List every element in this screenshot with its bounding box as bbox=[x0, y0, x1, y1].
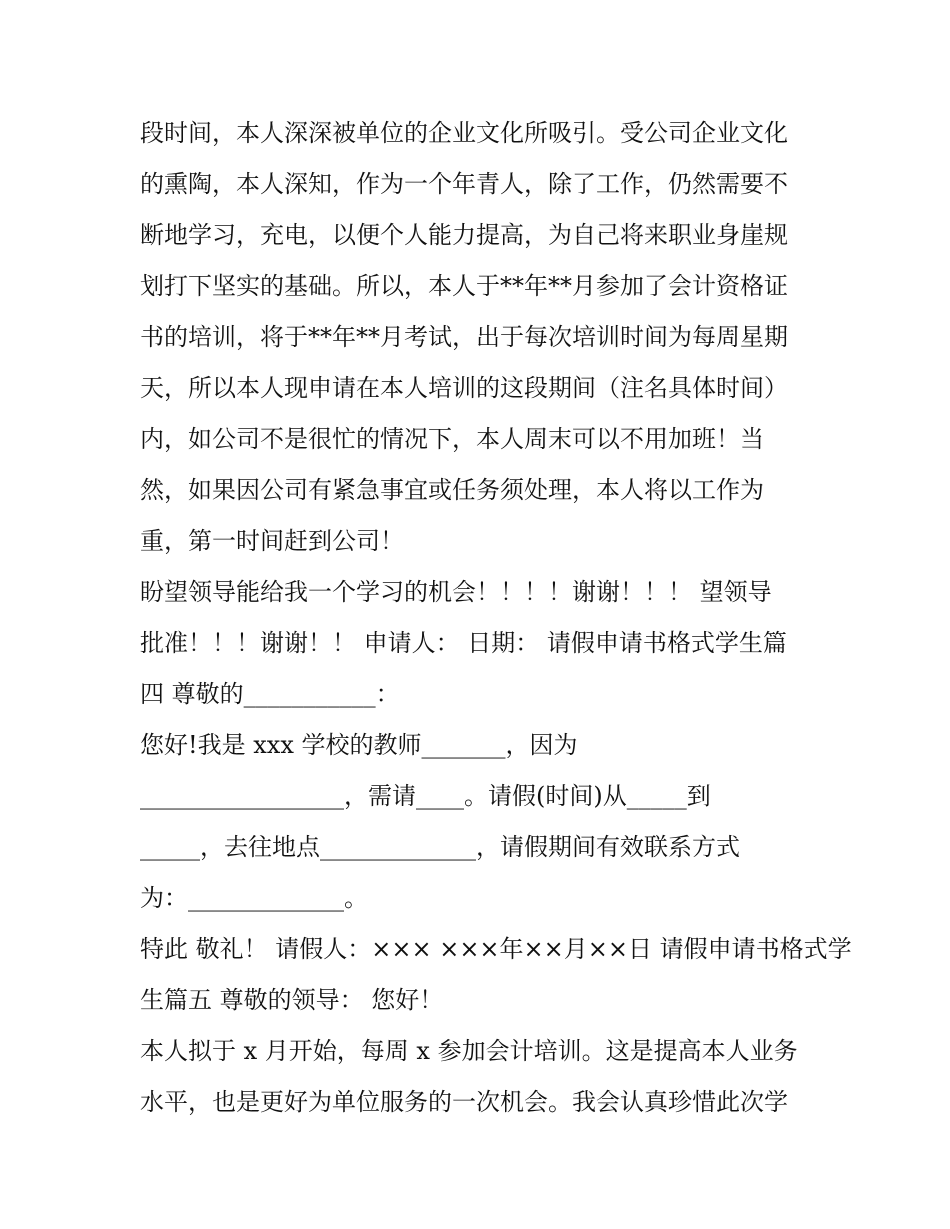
text-line-9: 重，第一时间赶到公司！ bbox=[140, 527, 404, 555]
text-line-15: _____，去往地点_____________，请假期间有效联系方式 bbox=[140, 833, 740, 861]
text-line-11: 批准！！！谢谢！！ 申请人： 日期： 请假申请书格式学生篇 bbox=[140, 629, 787, 657]
text-line-14: _________________，需请____。请假(时间)从_____到 bbox=[140, 782, 711, 810]
text-line-19: 本人拟于 x 月开始，每周 x 参加会计培训。这是提高本人业务 bbox=[140, 1037, 798, 1065]
text-line-17: 特此 敬礼！ 请假人：××× ×××年××月××日 请假申请书格式学 bbox=[140, 935, 852, 963]
text-line-16: 为：_____________。 bbox=[140, 884, 368, 912]
text-line-5: 书的培训，将于**年**月考试，出于每次培训时间为每周星期 bbox=[140, 323, 788, 351]
text-line-12: 四 尊敬的___________： bbox=[140, 680, 400, 708]
text-line-2: 的熏陶，本人深知，作为一个年青人，除了工作，仍然需要不 bbox=[140, 170, 788, 198]
text-line-3: 断地学习，充电，以便个人能力提高，为自己将来职业身崖规 bbox=[140, 221, 788, 249]
text-line-4: 划打下坚实的基础。所以，本人于**年**月参加了会计资格证 bbox=[140, 272, 788, 300]
text-line-13: 您好!我是 xxx 学校的教师_______，因为 bbox=[140, 731, 578, 759]
document-body bbox=[140, 108, 852, 1128]
text-line-20: 水平，也是更好为单位服务的一次机会。我会认真珍惜此次学 bbox=[140, 1088, 788, 1116]
text-line-18: 生篇五 尊敬的领导： 您好！ bbox=[140, 986, 444, 1014]
text-line-1: 段时间，本人深深被单位的企业文化所吸引。受公司企业文化 bbox=[140, 119, 788, 147]
text-line-7: 内，如公司不是很忙的情况下，本人周末可以不用加班！当 bbox=[140, 425, 764, 453]
text-line-6: 天，所以本人现申请在本人培训的这段期间（注名具体时间） bbox=[140, 374, 788, 402]
text-line-8: 然，如果因公司有紧急事宜或任务须处理，本人将以工作为 bbox=[140, 476, 764, 504]
text-line-10: 盼望领导能给我一个学习的机会！！！！谢谢！！！ 望领导 bbox=[140, 578, 772, 606]
